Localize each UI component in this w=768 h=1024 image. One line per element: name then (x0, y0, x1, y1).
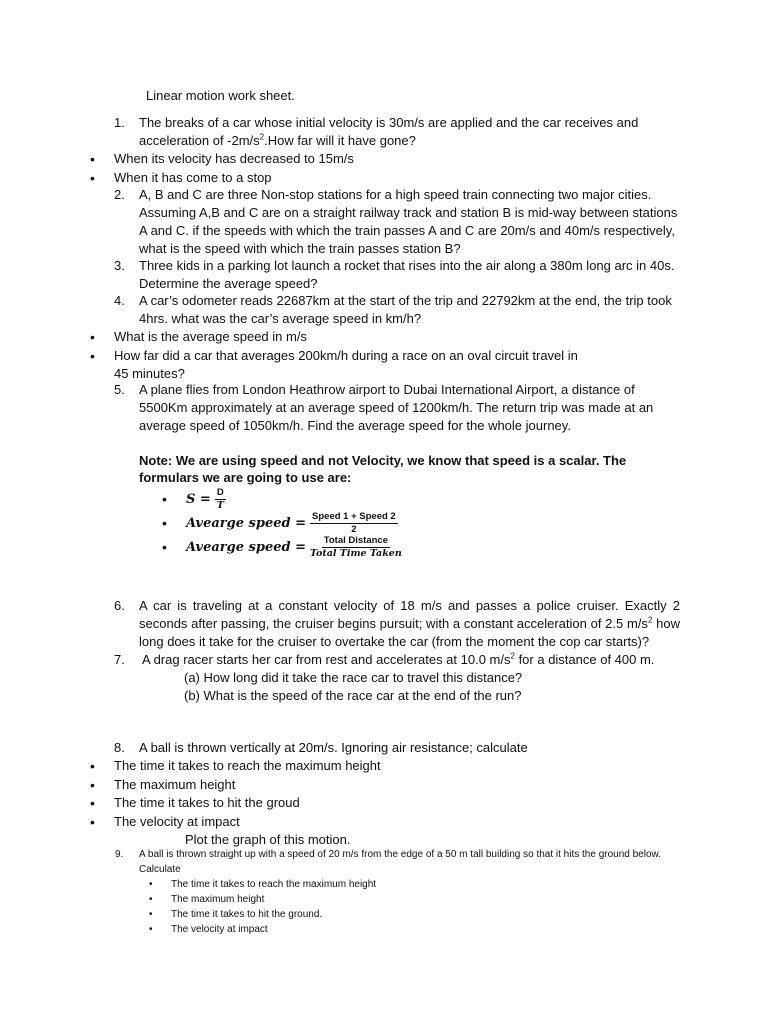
question-number: 3. (114, 258, 125, 273)
question-number: 8. (114, 740, 125, 755)
question-number: 4. (114, 293, 125, 308)
fraction-numerator: Total Distance (323, 534, 388, 546)
question-text (142, 651, 680, 669)
sub-question-list (114, 150, 680, 187)
formula-lhs: • Avearge speed = (186, 539, 307, 555)
superscript: 2 (259, 132, 265, 142)
question-text: A ball is thrown vertically at 20m/s. Ignoring air resistance; calculate (139, 740, 528, 755)
question-text-part: A drag racer starts her car from rest and accelerates at 10.0 m/s (142, 652, 511, 667)
list-item: • When its velocity has decreased to 15m/s (114, 150, 680, 169)
question-8 (114, 739, 680, 849)
question-4 (114, 292, 680, 384)
list-item: • What is the average speed in m/s (114, 328, 584, 347)
question-text-part: how long does it take for the cruiser to overtake the car (from the moment the cop car starts)? (139, 616, 680, 649)
question-text (139, 114, 680, 150)
fraction-denominator: 2 (351, 523, 357, 535)
fraction-denominator: Total Time Taken (310, 547, 402, 559)
worksheet-title: Linear motion work sheet. (146, 88, 295, 103)
question-number: 5. (114, 382, 125, 397)
question-1 (114, 114, 680, 187)
list-item: (b) What is the speed of the race car at the end of the run? (184, 688, 522, 703)
question-5 (114, 381, 680, 435)
fraction-denominator: T (216, 499, 224, 511)
sub-question-list (171, 877, 685, 937)
fraction-numerator: D (216, 486, 224, 498)
formula-speed (186, 487, 679, 511)
sub-question-list (159, 669, 680, 705)
question-footer: Plot the graph of this motion. (185, 832, 351, 847)
formula-note: Note: We are using speed and not Velocity, we know that speed is a scalar. The formulars we are going to use are: (139, 453, 627, 485)
list-item: • The velocity at impact (114, 813, 680, 832)
list-item: • How far did a car that averages 200km/h during a race on an oval circuit travel in 45 minutes? (114, 347, 584, 384)
question-number: 7. (114, 652, 125, 667)
formula-lhs: • Avearge speed = (186, 515, 307, 531)
fraction (215, 488, 226, 511)
list-item: • The time it takes to reach the maximum height (114, 757, 680, 776)
question-number: 2. (114, 187, 125, 202)
list-item: • When it has come to a stop (114, 169, 680, 188)
list-item: (a) How long did it take the race car to travel this distance? (184, 670, 523, 685)
list-item: • The velocity at impact (171, 922, 685, 937)
formula-average-speed-1 (186, 511, 679, 535)
question-2 (114, 186, 680, 258)
fraction (310, 536, 402, 559)
list-item: • The maximum height (114, 776, 680, 795)
question-text: A, B and C are three Non-stop stations for a high speed train connecting two major cities. Assuming A,B and C are on a straight railway track and station B is mid-way between stations A and C. if the speeds with which the train passes A and C are 20m/s and 40m/s respectively, what is the speed with which the train passes station B? (139, 187, 678, 256)
question-text-part: for a distance of 400 m. (514, 652, 655, 667)
fraction (310, 512, 398, 535)
question-text: A ball is thrown straight up with a speed of 20 m/s from the edge of a 50 m tall building so that it hits the ground below. Calculate (139, 849, 661, 875)
question-text: A plane flies from London Heathrow airport to Dubai International Airport, a distance of 5500Km approximately at an average speed of 1200km/h. The return trip was made at an average speed of 1050km/h. Find the average speed for the whole journey. (139, 382, 654, 433)
list-item: • The maximum height (171, 892, 685, 907)
formula-lhs: • S = (186, 491, 211, 507)
sub-question-list (114, 757, 680, 831)
superscript: 2 (510, 651, 515, 661)
question-text (139, 597, 680, 651)
list-item: • The time it takes to reach the maximum height (171, 877, 685, 892)
question-number: 1. (114, 115, 125, 130)
question-text-part: A car is traveling at a constant velocity of 18 m/s and passes a police cruiser. Exactly 2 seconds after passing, the cruiser begins pursuit; with a constant acceleration of 2.5 m/s (139, 598, 680, 631)
question-3 (114, 257, 680, 293)
question-text: A car’s odometer reads 22687km at the start of the trip and 22792km at the end, the trip took 4hrs. what was the car’s average speed in km/h? (139, 293, 672, 326)
question-6 (114, 597, 680, 651)
formula-average-speed-2 (186, 535, 679, 559)
list-item: • The time it takes to hit the groud (114, 794, 680, 813)
question-9 (115, 848, 685, 937)
sub-question-list (114, 328, 584, 384)
question-number: 6. (114, 598, 125, 613)
superscript: 2 (647, 615, 653, 625)
question-text: Three kids in a parking lot launch a rocket that rises into the air along a 380m long arc in 40s. Determine the average speed? (139, 258, 675, 291)
formula-list (139, 487, 679, 559)
question-number: 9. (115, 849, 124, 860)
question-text-part: .How far will it have gone? (264, 133, 416, 148)
question-text-part: The breaks of a car whose initial velocity is 30m/s are applied and the car receives and acceleration of -2m/s (139, 115, 639, 148)
list-item: • The time it takes to hit the ground. (171, 907, 685, 922)
question-7 (114, 651, 680, 705)
fraction-numerator: Speed 1 + Speed 2 (312, 510, 396, 522)
